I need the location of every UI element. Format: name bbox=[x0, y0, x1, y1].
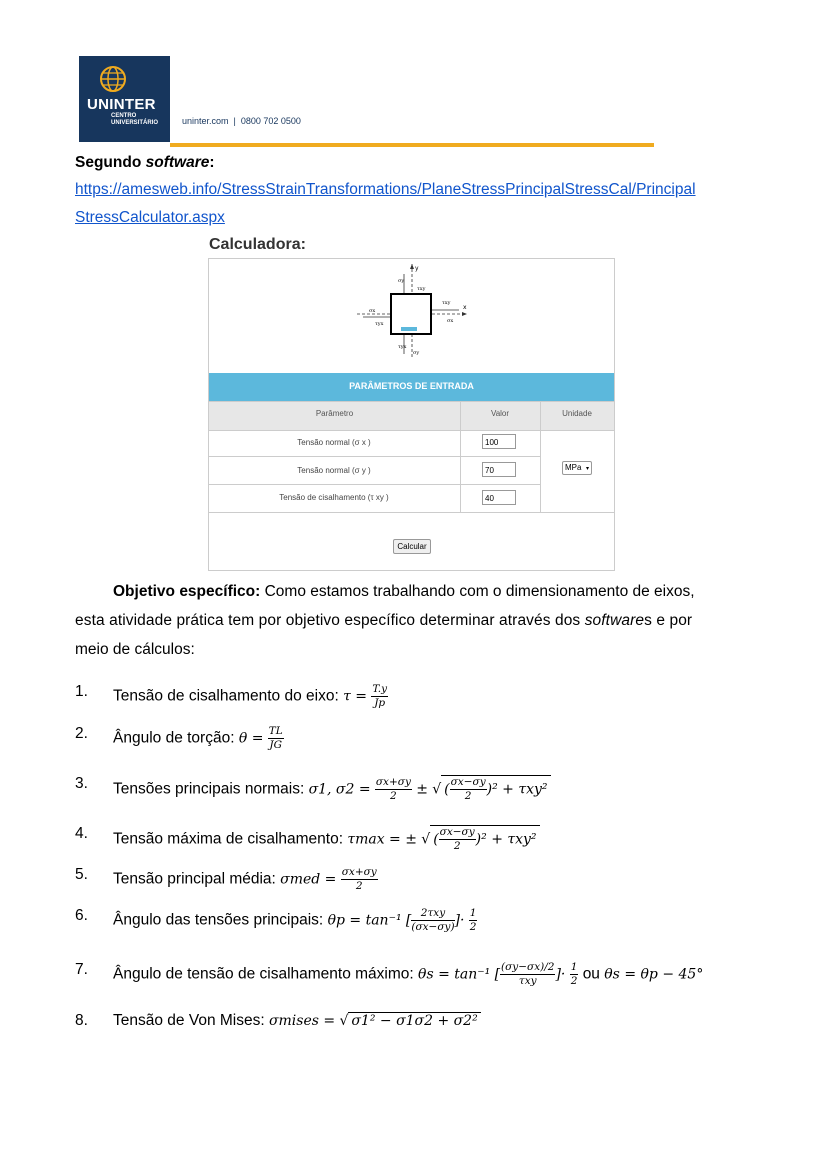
sigma-x-right: σx bbox=[447, 318, 454, 324]
objective-line-1: Objetivo específico: Como estamos trabalhando com o dimensionamento de eixos, bbox=[113, 583, 695, 600]
list-item: Ângulo de tensão de cisalhamento máximo: θs = tan⁻¹ [ $\frac{(\sigma y-\sigma x)/2}{\text{τxy}}$ ]· $\frac{1}{2}$ ou θs = θp − 45° bbox=[113, 961, 704, 987]
list-item: Tensão de Von Mises: σmises = √ σ1² − σ1σ2 + σ2² bbox=[113, 1012, 481, 1030]
tau-yx-left: τyx bbox=[375, 321, 384, 327]
intro-label: Segundo software: bbox=[75, 154, 215, 171]
item-number: 8. bbox=[75, 1012, 88, 1029]
software-link[interactable]: https://amesweb.info/StressStrainTransformations/PlaneStressPrincipalStressCal/Principal bbox=[75, 181, 696, 198]
fraction: $\frac{\text{2τxy}}{(\sigma x-\sigma y)}$ bbox=[411, 907, 455, 933]
divider bbox=[209, 484, 540, 485]
row-label-sigma-x: Tensão normal (σ x ) bbox=[297, 438, 371, 447]
chevron-down-icon: ▾ bbox=[585, 466, 589, 472]
tau-xy-right: τxy bbox=[442, 300, 451, 306]
item-number: 1. bbox=[75, 683, 88, 700]
logo-text: UNINTER bbox=[87, 96, 156, 113]
contact-info: uninter.com | 0800 702 0500 bbox=[182, 116, 301, 126]
item-number: 4. bbox=[75, 825, 88, 842]
software-link-cont[interactable]: StressCalculator.aspx bbox=[75, 209, 225, 226]
tau-yx-bottom: τyx bbox=[398, 344, 407, 350]
tau-xy-top: τxy bbox=[417, 286, 426, 292]
unit-select[interactable]: MPa ▾ bbox=[562, 461, 592, 475]
calculator-title: Calculadora: bbox=[209, 236, 306, 253]
divider bbox=[209, 456, 540, 457]
list-item: Ângulo de torção: θ = $\frac{TL}{JG}$ bbox=[113, 725, 283, 751]
item-number: 6. bbox=[75, 907, 88, 924]
list-item: Ângulo das tensões principais: θp = tan⁻¹ [ $\frac{\text{2τxy}}{(\sigma x-\sigma y)}$ ]· $\frac{1}{2}$ bbox=[113, 907, 477, 933]
sigma-x-left: σx bbox=[369, 308, 376, 314]
params-title: PARÂMETROS DE ENTRADA bbox=[349, 381, 474, 391]
axis-x-label: x bbox=[463, 304, 467, 311]
axis-y-label: y bbox=[415, 265, 419, 272]
tau-xy-input[interactable]: 40 bbox=[482, 490, 516, 505]
row-label-tau-xy: Tensão de cisalhamento (τ xy ) bbox=[279, 493, 389, 502]
list-item: Tensão máxima de cisalhamento: τmax = ± √ ( $\frac{\sigma x-\sigma y}{2}$ )² + τxy² bbox=[113, 825, 540, 853]
item-number: 7. bbox=[75, 961, 88, 978]
objective-line-3: meio de cálculos: bbox=[75, 641, 195, 658]
fraction: $\frac{\sigma x+\sigma y}{2}$ bbox=[341, 866, 377, 892]
list-item: Tensão de cisalhamento do eixo: τ = $\frac{T.y}{Jp}$ bbox=[113, 683, 388, 709]
objective-line-2: esta atividade prática tem por objetivo específico determinar através dos softwares e por bbox=[75, 612, 693, 629]
col-unit: Unidade bbox=[562, 409, 592, 418]
fraction: $\frac{1}{2}$ bbox=[469, 907, 477, 933]
fraction: $\frac{T.y}{Jp}$ bbox=[372, 683, 388, 709]
fraction: $\frac{\sigma x+\sigma y}{2}$ bbox=[375, 775, 411, 802]
sigma-y-top: σy bbox=[398, 278, 405, 284]
list-item: Tensões principais normais: σ1, σ2 = $\frac{\sigma x+\sigma y}{2}$ ± √ ( $\frac{\sigma x-\sigma y}{2}$ )² + τxy² bbox=[113, 775, 551, 803]
radical: ( $\frac{\sigma x-\sigma y}{2}$ )² + τxy² bbox=[441, 775, 550, 803]
sigma-y-bottom: σy bbox=[413, 350, 420, 356]
stress-element-diagram bbox=[355, 262, 470, 362]
item-number: 3. bbox=[75, 775, 88, 792]
fraction: $\frac{(\sigma y-\sigma x)/2}{\text{τxy}}$ bbox=[501, 961, 555, 987]
row-label-sigma-y: Tensão normal (σ y ) bbox=[297, 466, 371, 475]
header-divider bbox=[170, 143, 654, 147]
list-item: Tensão principal média: σmed = $\frac{\sigma x+\sigma y}{2}$ bbox=[113, 866, 377, 892]
sigma-x-input[interactable]: 100 bbox=[482, 434, 516, 449]
fraction: $\frac{1}{2}$ bbox=[570, 961, 578, 987]
item-number: 5. bbox=[75, 866, 88, 883]
logo-subtitle: CENTRO UNIVERSITÁRIO bbox=[111, 113, 159, 126]
divider bbox=[209, 512, 614, 513]
item-number: 2. bbox=[75, 725, 88, 742]
divider bbox=[540, 401, 541, 512]
globe-icon bbox=[96, 64, 130, 94]
radical: ( $\frac{\sigma x-\sigma y}{2}$ )² + τxy² bbox=[430, 825, 539, 853]
radical: σ1² − σ1σ2 + σ2² bbox=[348, 1012, 480, 1029]
col-param: Parâmetro bbox=[315, 409, 354, 418]
calculate-button[interactable]: Calcular bbox=[393, 539, 431, 554]
fraction: $\frac{TL}{JG}$ bbox=[268, 725, 283, 751]
col-value: Valor bbox=[490, 409, 510, 418]
sigma-y-input[interactable]: 70 bbox=[482, 462, 516, 477]
